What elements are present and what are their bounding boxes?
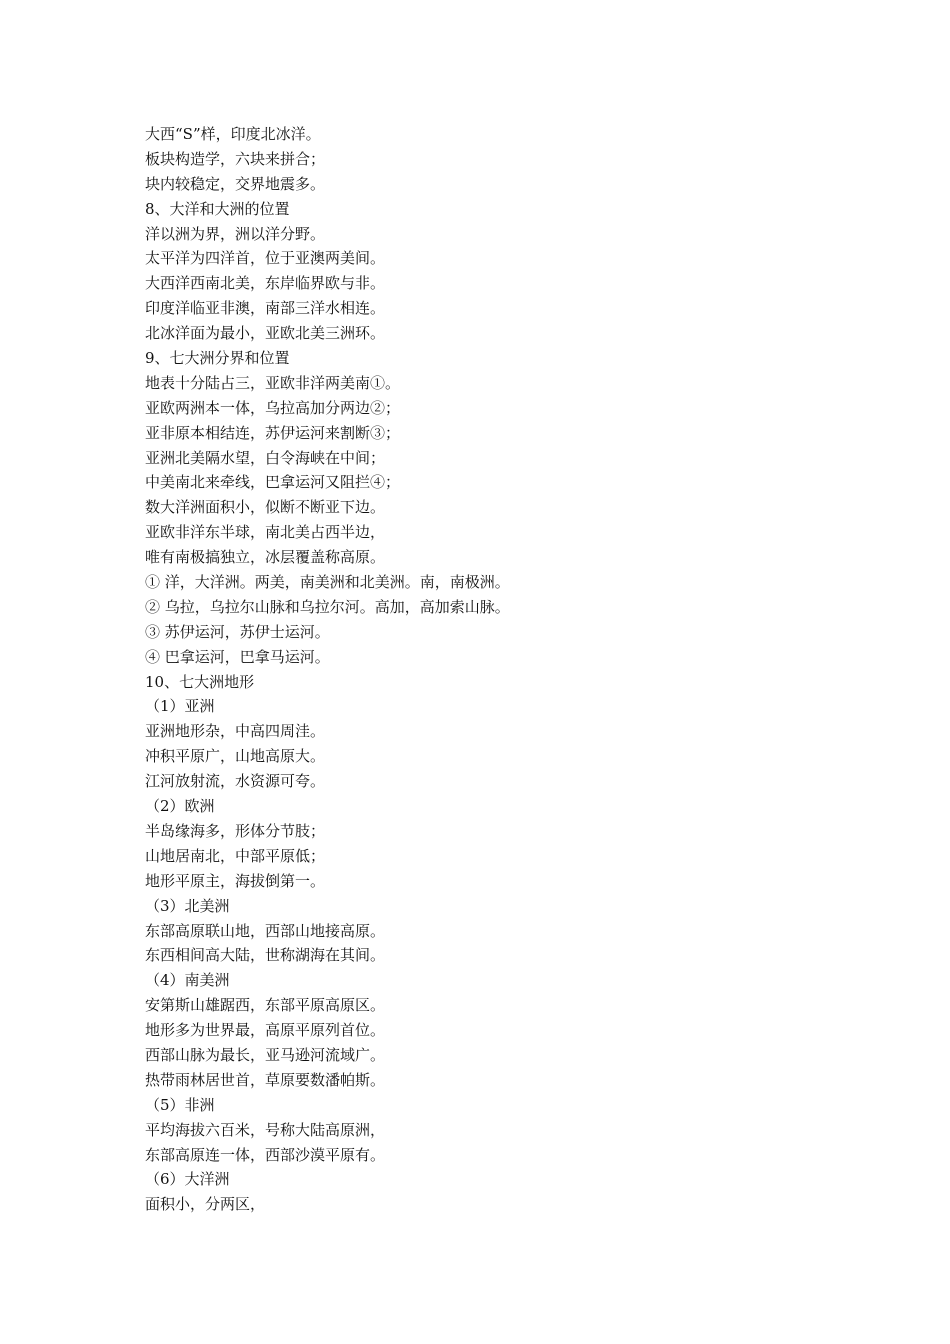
section-heading: 10、七大洲地形 bbox=[145, 672, 255, 691]
text-line: 安第斯山雄踞西，东部平原高原区。 bbox=[145, 996, 386, 1015]
text-line: 东部高原联山地，西部山地接高原。 bbox=[145, 921, 386, 940]
text-line: 唯有南极搞独立，冰层覆盖称高原。 bbox=[145, 548, 386, 567]
text-line: 亚洲地形杂，中高四周洼。 bbox=[145, 722, 326, 741]
text-line: 大西洋西南北美，东岸临界欧与非。 bbox=[145, 274, 386, 293]
document-body bbox=[145, 122, 845, 1217]
text-line: 地形多为世界最，高原平原列首位。 bbox=[145, 1021, 386, 1040]
footnote-line: ① 洋，大洋洲。两美，南美洲和北美洲。南，南极洲。 bbox=[145, 573, 510, 592]
subsection-heading: （1）亚洲 bbox=[145, 697, 215, 716]
text-line: 冲积平原广，山地高原大。 bbox=[145, 747, 326, 766]
section-heading: 9、七大洲分界和位置 bbox=[145, 349, 290, 368]
subsection-heading: （4）南美洲 bbox=[145, 971, 230, 990]
subsection-heading: （6）大洋洲 bbox=[145, 1170, 230, 1189]
text-line: 面积小，分两区， bbox=[145, 1195, 266, 1214]
text-line: 西部山脉为最长，亚马逊河流域广。 bbox=[145, 1045, 386, 1064]
text-line: 亚欧非洋东半球，南北美占西半边， bbox=[145, 523, 386, 542]
text-line: 山地居南北，中部平原低； bbox=[145, 846, 326, 865]
text-line: 印度洋临亚非澳，南部三洋水相连。 bbox=[145, 299, 386, 318]
text-line: 亚洲北美隔水望，白令海峡在中间； bbox=[145, 448, 386, 467]
subsection-heading: （2）欧洲 bbox=[145, 797, 215, 816]
subsection-heading: （5）非洲 bbox=[145, 1095, 215, 1114]
text-line: 北冰洋面为最小，亚欧北美三洲环。 bbox=[145, 324, 386, 343]
text-line: 亚非原本相结连，苏伊运河来割断③； bbox=[145, 423, 401, 442]
text-line: 板块构造学，六块来拼合； bbox=[145, 149, 326, 168]
text-line: 洋以洲为界，洲以洋分野。 bbox=[145, 224, 326, 243]
text-line: 东部高原连一体，西部沙漠平原有。 bbox=[145, 1145, 386, 1164]
footnote-line: ③ 苏伊运河，苏伊士运河。 bbox=[145, 622, 330, 641]
text-line: 太平洋为四洋首，位于亚澳两美间。 bbox=[145, 249, 386, 268]
text-line: 亚欧两洲本一体，乌拉高加分两边②； bbox=[145, 398, 401, 417]
text-line: 中美南北来牵线，巴拿运河又阻拦④； bbox=[145, 473, 401, 492]
text-line: 东西相间高大陆，世称湖海在其间。 bbox=[145, 946, 386, 965]
subsection-heading: （3）北美洲 bbox=[145, 896, 230, 915]
text-line: 块内较稳定，交界地震多。 bbox=[145, 174, 326, 193]
text-line: 数大洋洲面积小，似断不断亚下边。 bbox=[145, 498, 386, 517]
footnote-line: ④ 巴拿运河，巴拿马运河。 bbox=[145, 647, 330, 666]
text-line: 江河放射流，水资源可夸。 bbox=[145, 772, 326, 791]
text-line: 地形平原主，海拔倒第一。 bbox=[145, 871, 326, 890]
section-heading: 8、大洋和大洲的位置 bbox=[145, 199, 290, 218]
text-line: 大西“S”样，印度北冰洋。 bbox=[145, 125, 321, 143]
text-line: 平均海拔六百米，号称大陆高原洲， bbox=[145, 1120, 386, 1139]
text-line: 地表十分陆占三，亚欧非洋两美南①。 bbox=[145, 373, 401, 392]
footnote-line: ② 乌拉，乌拉尔山脉和乌拉尔河。高加，高加索山脉。 bbox=[145, 597, 510, 616]
text-line: 热带雨林居世首，草原要数潘帕斯。 bbox=[145, 1070, 386, 1089]
text-line: 半岛缘海多，形体分节肢； bbox=[145, 821, 326, 840]
